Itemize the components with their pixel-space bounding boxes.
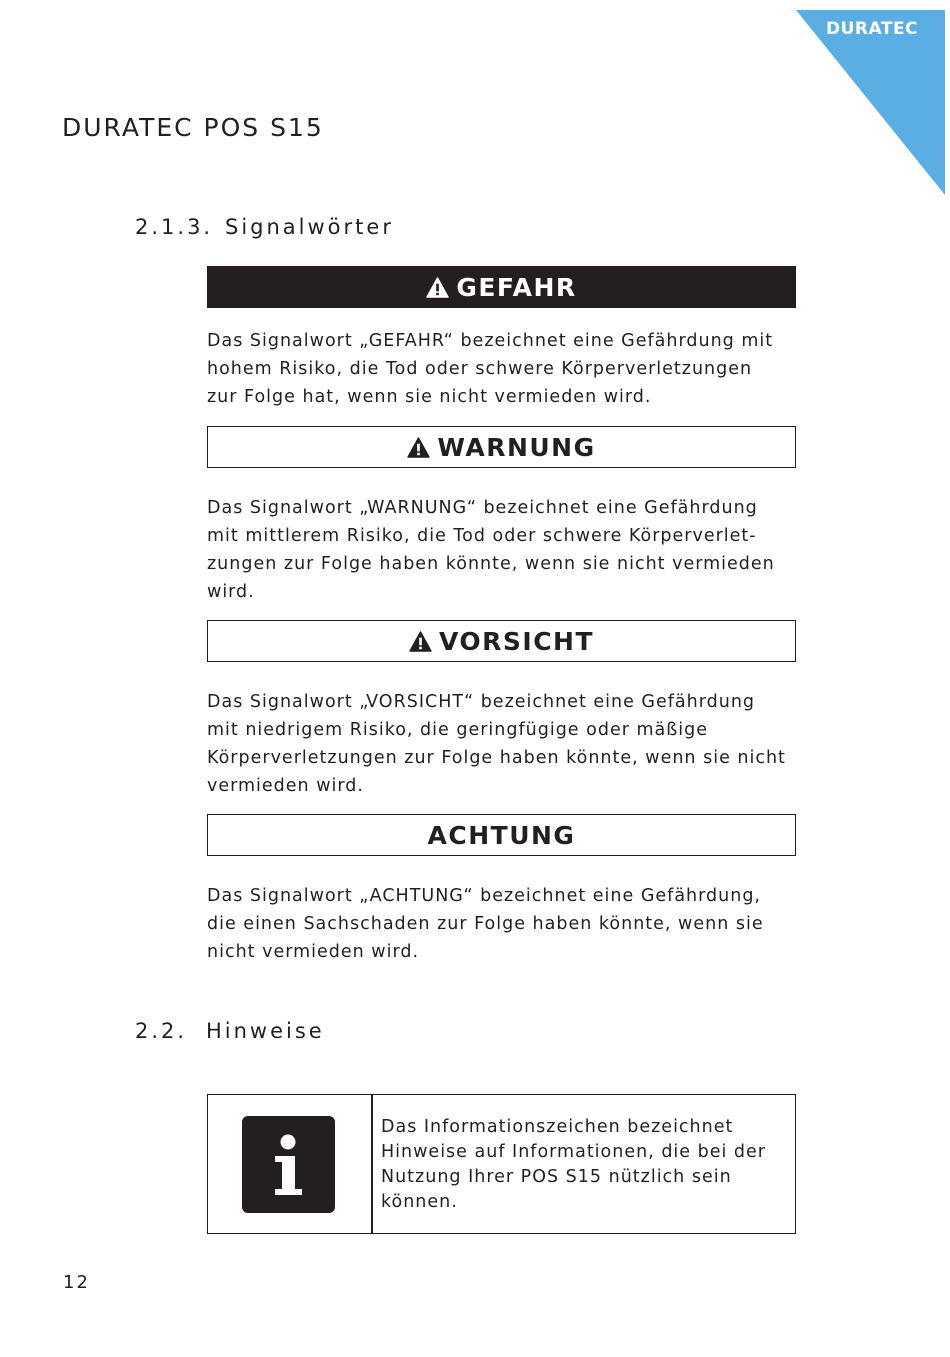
warning-triangle-svg (409, 631, 432, 652)
text-line: nicht vermieden wird. (207, 942, 420, 962)
text-line: Das Signalwort „VORSICHT“ bezeichnet eine Gefährdung (207, 692, 756, 712)
signal-box-achtung (207, 814, 796, 856)
warning-triangle-svg (407, 437, 430, 458)
signal-label: WARNUNG (437, 432, 596, 462)
warning-triangle-icon (426, 277, 449, 298)
section-title: Hinweise (206, 1019, 325, 1043)
text-line: zungen zur Folge haben könnte, wenn sie nicht vermieden (207, 554, 775, 574)
section-number: 2.2. (135, 1019, 188, 1043)
warning-triangle-icon (407, 437, 430, 458)
text-line: mit mittlerem Risiko, die Tod oder schwere Körperverlet- (207, 526, 757, 546)
text-line: Das Signalwort „GEFAHR“ bezeichnet eine Gefährdung mit (207, 331, 774, 351)
text-line: wird. (207, 582, 255, 602)
page-number: 12 (63, 1272, 90, 1293)
signal-description-vorsicht (207, 688, 807, 800)
information-icon-svg (242, 1116, 335, 1213)
section-heading-notes (135, 1019, 325, 1043)
text-line: mit niedrigem Risiko, die geringfügige oder mäßige (207, 720, 709, 740)
section-number: 2.1.3. (135, 215, 214, 239)
text-line: Nutzung Ihrer POS S15 nützlich sein (381, 1167, 732, 1187)
text-line: Das Signalwort „WARNUNG“ bezeichnet eine Gefährdung (207, 498, 758, 518)
text-line: hohem Risiko, die Tod oder schwere Körperverletzungen (207, 359, 753, 379)
table-divider (371, 1095, 373, 1233)
signal-box-gefahr (207, 266, 796, 308)
signal-box-warnung (207, 426, 796, 468)
text-line: vermieden wird. (207, 776, 364, 796)
text-line: Körperverletzungen zur Folge haben könnte, wenn sie nicht (207, 748, 786, 768)
document-title: DURATEC POS S15 (62, 113, 324, 142)
text-line: die einen Sachschaden zur Folge haben könnte, wenn sie (207, 914, 764, 934)
signal-label: VORSICHT (438, 626, 595, 656)
signal-description-gefahr (207, 327, 807, 411)
info-note-table (207, 1094, 796, 1234)
information-icon (242, 1116, 335, 1213)
signal-description-achtung (207, 882, 807, 966)
signal-description-warnung (207, 494, 807, 606)
text-line: können. (381, 1192, 458, 1212)
info-description (381, 1115, 766, 1215)
warning-triangle-svg (426, 277, 449, 298)
signal-box-vorsicht (207, 620, 796, 662)
section-title: Signalwörter (225, 215, 394, 239)
signal-label: GEFAHR (456, 272, 577, 302)
signal-label: ACHTUNG (427, 820, 576, 850)
text-line: zur Folge hat, wenn sie nicht vermieden wird. (207, 387, 652, 407)
warning-triangle-icon (409, 631, 432, 652)
section-heading-signal-words (135, 215, 394, 239)
text-line: Das Informationszeichen bezeichnet (381, 1117, 734, 1137)
text-line: Das Signalwort „ACHTUNG“ bezeichnet eine Gefährdung, (207, 886, 761, 906)
text-line: Hinweise auf Informationen, die bei der (381, 1142, 766, 1162)
brand-logo: DURATEC (826, 19, 919, 39)
